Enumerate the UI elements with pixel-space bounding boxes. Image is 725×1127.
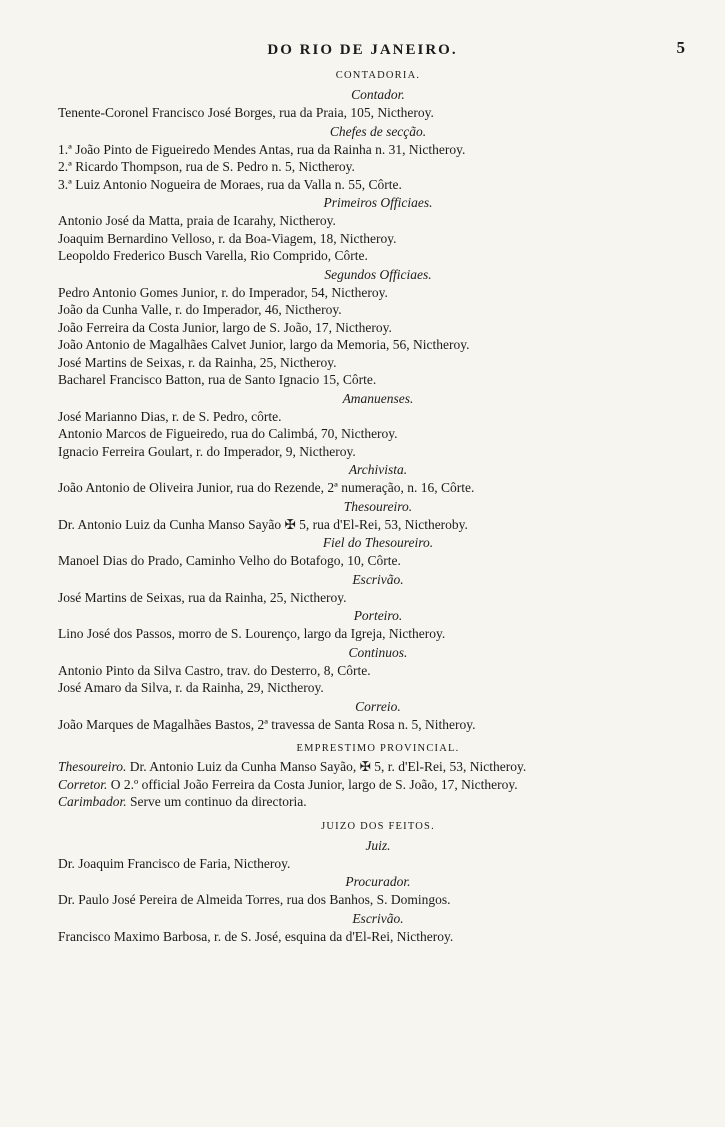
directory-entry: José Marianno Dias, r. de S. Pedro, côrte. <box>58 408 282 424</box>
directory-entry: Francisco Maximo Barbosa, r. de S. José, esquina da d'El-Rei, Nictheroy. <box>58 928 454 944</box>
directory-entry: Antonio José da Matta, praia de Icarahy, Nictheroy. <box>58 213 336 228</box>
section-title: JUIZO DOS FEITOS. <box>321 820 435 832</box>
role-heading: Amanuenses. <box>342 390 414 406</box>
role-heading: Continuos. <box>348 644 408 660</box>
page-header: DO RIO DE JANEIRO. <box>267 42 458 58</box>
role-heading: Fiel do Thesoureiro. <box>322 535 434 550</box>
directory-entry: Joaquim Bernardino Velloso, r. da Boa-Viagem, 18, Nictheroy. <box>58 230 397 246</box>
directory-entry: Pedro Antonio Gomes Junior, r. do Imperador, 54, Nictheroy. <box>58 284 388 300</box>
directory-entry: João Ferreira da Costa Junior, largo de S. João, 17, Nictheroy. <box>58 319 392 335</box>
document-body <box>58 66 698 945</box>
entry-label: Carimbador. <box>58 794 127 809</box>
page-number: 5 <box>676 38 685 57</box>
role-heading: Juiz. <box>365 837 391 853</box>
directory-entry: João Antonio de Magalhães Calvet Junior, largo da Memoria, 56, Nictheroy. <box>58 337 470 352</box>
directory-entry: José Martins de Seixas, rua da Rainha, 25, Nictheroy. <box>58 589 347 605</box>
directory-entry: 1.ª João Pinto de Figueiredo Mendes Antas, rua da Rainha n. 31, Nictheroy. <box>58 141 466 157</box>
directory-entry: Leopoldo Frederico Busch Varella, Rio Comprido, Côrte. <box>58 248 368 263</box>
role-heading: Correio. <box>355 698 401 714</box>
directory-entry <box>58 793 698 811</box>
directory-entry: Ignacio Ferreira Goulart, r. do Imperador, 9, Nictheroy. <box>58 443 356 459</box>
role-heading: Procurador. <box>345 874 411 889</box>
role-heading: Contador. <box>351 87 405 102</box>
entry-label: Corretor. <box>58 776 108 792</box>
directory-entry: 3.ª Luiz Antonio Nogueira de Moraes, rua da Valla n. 55, Côrte. <box>58 176 402 192</box>
directory-entry: Antonio Marcos de Figueiredo, rua do Calimbá, 70, Nictheroy. <box>58 426 398 441</box>
directory-entry: Dr. Paulo José Pereira de Almeida Torres, rua dos Banhos, S. Domingos. <box>58 892 451 907</box>
entry-label: Thesoureiro. <box>58 759 127 774</box>
directory-entry: José Martins de Seixas, r. da Rainha, 25, Nictheroy. <box>58 354 337 370</box>
section-title: CONTADORIA. <box>335 70 421 81</box>
role-heading: Porteiro. <box>353 608 403 623</box>
directory-entry: Antonio Pinto da Silva Castro, trav. do Desterro, 8, Côrte. <box>58 662 371 678</box>
directory-entry: 2.ª Ricardo Thompson, rua de S. Pedro n. 5, Nictheroy. <box>58 159 355 174</box>
role-heading: Escrivão. <box>352 571 404 587</box>
entry-text: Dr. Antonio Luiz da Cunha Manso Sayão, ✠ 5, r. d'El-Rei, 53, Nictheroy. <box>129 759 527 774</box>
directory-entry: João Antonio de Oliveira Junior, rua do Rezende, 2ª numeração, n. 16, Côrte. <box>58 480 475 495</box>
entry-text: O 2.º official João Ferreira da Costa Junior, largo de S. João, 17, Nictheroy. <box>110 776 518 792</box>
role-heading: Thesoureiro. <box>343 498 413 514</box>
role-heading: Chefes de secção. <box>329 123 427 139</box>
directory-entry <box>58 776 698 794</box>
directory-entry: Bacharel Francisco Batton, rua de Santo Ignacio 15, Côrte. <box>58 372 377 387</box>
role-heading: Escrivão. <box>352 910 404 926</box>
directory-entry: Lino José dos Passos, morro de S. Lourenço, largo da Igreja, Nictheroy. <box>58 626 446 641</box>
directory-entry: Tenente-Coronel Francisco José Borges, rua da Praia, 105, Nictheroy. <box>58 105 434 120</box>
directory-entry: Dr. Antonio Luiz da Cunha Manso Sayão ✠ 5, rua d'El-Rei, 53, Nictheroby. <box>58 516 468 532</box>
role-heading: Primeiros Officiaes. <box>323 195 433 210</box>
entry-text: Serve um continuo da directoria. <box>130 794 307 809</box>
directory-entry <box>58 758 698 776</box>
role-heading: Segundos Officiaes. <box>324 266 432 282</box>
directory-entry: João da Cunha Valle, r. do Imperador, 46, Nictheroy. <box>58 302 342 317</box>
directory-entry: Manoel Dias do Prado, Caminho Velho do Botafogo, 10, Côrte. <box>58 553 401 568</box>
directory-entry: José Amaro da Silva, r. da Rainha, 29, Nictheroy. <box>58 680 324 695</box>
section-title: EMPRESTIMO PROVINCIAL. <box>296 743 460 754</box>
directory-entry: João Marques de Magalhães Bastos, 2ª travessa de Santa Rosa n. 5, Nitheroy. <box>58 716 476 732</box>
directory-entry: Dr. Joaquim Francisco de Faria, Nictheroy. <box>58 855 291 871</box>
role-heading: Archivista. <box>348 462 408 477</box>
